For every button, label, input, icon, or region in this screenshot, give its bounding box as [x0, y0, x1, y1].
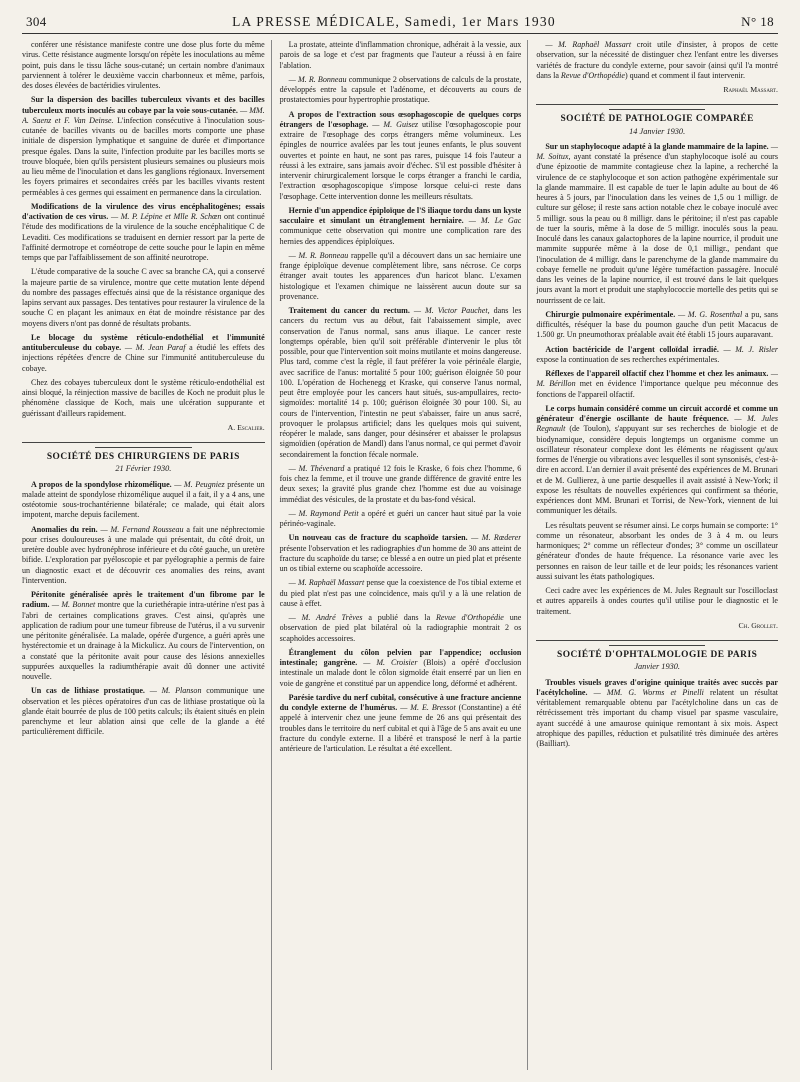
- article-text: une observation de pied plat bilatéral où la radiographie montrait 2 os scaphoïdes accessoires.: [279, 613, 522, 643]
- article-title: Péritonite généralisée après le traitement d'un fibrome par le radium.: [22, 590, 265, 610]
- article: [22, 333, 265, 374]
- article-title: Étranglement du côlon pelvien par l'appendice; occlusion intestinale; gangrène.: [279, 647, 522, 667]
- issue-number: N° 18: [741, 14, 774, 29]
- article-authors: — M. Jules Regnault: [536, 414, 778, 434]
- article: [280, 75, 522, 106]
- section-heading: SOCIÉTÉ DES CHIRURGIENS DE PARIS: [22, 442, 265, 462]
- article-authors: — M. Raymond Petit: [288, 508, 359, 518]
- article-text: présente l'observation et les radiographies d'un homme de 30 ans atteint de fracture du scaphoïde du tarse; ce blessé a en outre un pied plat et présente un os tibial externe ou scaphoïde accessoire.: [279, 543, 522, 573]
- article-title: Modifications de la virulence des virus encéphalitogènes; essais d'activation de ces virus.: [22, 201, 265, 221]
- article-title: Troubles visuels graves d'origine quinique traités avec succès par l'acétylcholine.: [536, 677, 778, 697]
- article: [280, 648, 522, 689]
- article: [280, 578, 522, 609]
- article-authors: — M. Thévenard: [288, 463, 345, 473]
- article-title: Hernie d'un appendice épiploïque de l'S iliaque tordu dans un kyste sacculaire et simulant un étranglement herniaire.: [279, 205, 522, 225]
- article: [280, 464, 522, 505]
- article-text: relatent un résultat véritablement remarquable obtenu par l'acétylcholine dans un cas de rétrécissement très important du champ visuel par spasme vasculaire, ayant succédé à une amaurose quinique remontant à six mois. Aspect atrophique des papilles, réduction et pulsatilité très diminuée des artères (Bailliart).: [536, 687, 778, 748]
- article-title: Réflexes de l'appareil olfactif chez l'homme et chez les animaux.: [545, 369, 769, 378]
- article-authors: — M. Soitux,: [536, 141, 778, 161]
- article-authors: — M. Le Gac: [468, 216, 522, 225]
- article-text: croit utile d'insister, à propos de cette observation, sur la nécessité de distinguer chez l'enfant entre les diverses variétés de fracture du condyle externe, pour savoir (ainsi qu'il l'a montré dans la: [536, 40, 778, 80]
- paragraph: conférer une résistance manifeste contre une dose plus forte du même virus. Cette résistance augmente lorsqu'on répète les inoculations au même point, puis dans le tissu lâche sous-cutané; un certain nombre d'animaux parviennent à tolérer le deuxième vaccin charbonneux et même, parfois, des doses élevées de bactéridies virulentes.: [22, 40, 265, 90]
- article-text: ) quand et comment il faut intervenir.: [624, 70, 745, 80]
- article-title: Parésie tardive du nerf cubital, consécutive à une fracture ancienne du condyle externe de l'humérus.: [279, 692, 522, 712]
- article-authors: — M. Raphaël Massart: [545, 40, 632, 49]
- article-authors: — M. R. Bonneau: [288, 250, 349, 260]
- journal-title: LA PRESSE MÉDICALE, Samedi, 1er Mars 1930: [232, 14, 556, 29]
- article-text: (Blois) a opéré d'occlusion intestinale un malade dont le côlon sigmoïde était enserré par un lien en voie de gangrène et constitué par un appendice long, déformé et adhérent.: [279, 658, 522, 688]
- article: [22, 95, 265, 198]
- article-authors: — MM. G. Worms et Pinelli: [593, 687, 704, 697]
- article: [536, 369, 778, 400]
- article-text: communique une observation et les pièces opératoires d'un cas de lithiase prostatique où la glande était bourrée de plus de 100 petits calculs; ils étaient situés en plein parenchyme et leur ablation ainsi que celle de la glande a été particulièrement difficile.: [22, 686, 265, 737]
- article-authors: — M. Jean Paraf: [124, 343, 186, 352]
- article-title: Traitement du cancer du rectum.: [288, 306, 410, 315]
- article-authors: — M. Guisez: [372, 119, 419, 129]
- article-text: utilise l'œsophagoscopie pour extraire de l'œsophage des corps étrangers même volumineux. Les épingles de nourrice avalées par les tout jeunes enfants, le plus souvent ouvertes et pointe en haut, ne sont pas rares, puisque 14 fois l'auteur a réussi à les extraire, sans jamais avoir d'échec. S'il est possible d'hésiter à intervenir chirurgicalement lorsque le corps étranger a franchi le cardia, l'extraction œsophagoscopique s'impose lorsque celui-ci reste dans l'œsophage. Cette intervention donne les meilleurs résultats.: [279, 119, 522, 201]
- section-date: 21 Février 1930.: [115, 464, 172, 474]
- article-text: dans les cancers du rectum vus au début, fait l'abaissement simple, avec conservation de l'anus normal, sans anus iliaque. Le cancer reste longtemps opérable, bien qu'il soit préférable d'intervenir le plus tôt possible, pour que l'intervention soit moins mutilante et moins dangereuse. Plus tard, comme c'est la règle, il faut préférer la voie périnéale élargie, avec sacrifice de l'anus: mortalité 5 pour 100; guérison éloignée 50 pour 100. L'opération de Hochenegg et Kraske, qui conserve l'anus normal, peut être employée pour les cancers haut situés, sus-ampullaires, recto-sigmoïdes: mortalité 14 p. 100; guérison éloignée 30 pour 100. Si, au cours de l'intervention, l'intestin ne peut s'abaisser, faire un anus sacré, provoquer le prolapsus artificiel; dans les quelques mois qui suivent, réopérer le malade, sans danger, pour désinsérer et abaisser le prolapsus sigmoïdien (opération de Mandl) dans l'anus normal, ce qui permet d'avoir secondairement la fonction fécale normale.: [279, 306, 522, 459]
- article-text: communique cette observation qui montre une complication rare des hernies des appendices épiploïques.: [279, 226, 522, 246]
- article-authors: — M. Peugniez: [174, 479, 225, 489]
- article-authors: — M. R. Bonneau: [288, 74, 347, 84]
- article-title: Le blocage du système réticulo-endothélial et l'immunité antituberculeuse du cobaye.: [22, 332, 265, 352]
- article: [280, 533, 522, 574]
- article-title: Un nouveau cas de fracture du scaphoïde tarsien.: [288, 533, 468, 543]
- article-authors: — M. E. Bressot: [400, 703, 456, 712]
- signature: A. Escalier.: [227, 422, 265, 432]
- article-authors: — M. Planson: [149, 686, 202, 696]
- article-text: a pu, sans difficultés, réséquer la base du poumon gauche d'un petit Macacus de 1.500 gr. Un pneumothorax préalable avait été établi 15 jours auparavant.: [536, 309, 778, 340]
- paragraph: Les résultats peuvent se résumer ainsi. Le corps humain se comporte: 1° comme un résonateur, absorbant les ondes de 3 à 4 m. ou leurs harmoniques; 2° comme un réflecteur d'ondes; 3° comme un oscillateur générateur d'ondes de haute fréquence. La résonance varie avec les personnes en raison de leur taille et de leur poids; les résonances varient aussi suivant les états pathologiques.: [536, 520, 778, 581]
- article-authors: — M. Victor Pauchet,: [413, 306, 490, 315]
- masthead: [22, 14, 778, 34]
- article: [22, 590, 265, 682]
- article: [536, 345, 778, 366]
- article-title: Anomalies du rein.: [31, 524, 98, 534]
- article: [280, 306, 522, 460]
- section-date: Janvier 1930.: [634, 662, 680, 672]
- article-authors: — M. Bonnet: [51, 600, 96, 610]
- journal-reference: Revue d'Orthopédie: [560, 70, 625, 80]
- article-title: Sur un staphylocoque adapté à la glande mammaire de la lapine.: [545, 141, 769, 151]
- paragraph: Chez des cobayes tuberculeux dont le système réticulo-endothélial est ainsi bloqué, la réinjection massive de bacilles de Koch ne produit plus le phénomène classique de Koch, mais une ulcération suppurante et guérissant d'ailleurs rapidement.: [22, 377, 265, 418]
- article-text: rappelle qu'il a découvert dans un sac herniaire une frange épiploïque devenue complètement libre, sans nécrose. Ce corps étranger avait toutes les apparences d'un haricot blanc. L'examen histologique et l'examen chimique ne laissèrent aucun doute sur sa provenance.: [279, 250, 522, 301]
- signature: Ch. Grollet.: [738, 620, 778, 630]
- article: [22, 202, 265, 264]
- article-authors: — M. G. Rosenthal: [678, 309, 743, 319]
- article-authors: — M. Fernand Rousseau: [100, 524, 184, 534]
- article-text: a publié dans la: [368, 613, 431, 622]
- article-columns: [22, 40, 778, 1070]
- article: [280, 613, 522, 644]
- article-authors: — M. André Trèves: [288, 613, 363, 622]
- article-text: a opéré et guéri un cancer haut situé par la voie périnéo-vaginale.: [279, 508, 522, 528]
- article-title: Action bactéricide de l'argent colloïdal irradié.: [545, 344, 719, 354]
- article-title: Sur la dispersion des bacilles tuberculeux vivants et des bacilles tuberculeux morts inoculés au cobaye par la voie sous-cutanée.: [22, 95, 265, 115]
- article-text: communique 2 observations de calculs de la prostate, développés entre la capsule et l'adénome, et découverts au cours de prostatectomies pour hypertrophie prostatique.: [279, 74, 522, 105]
- article-text: (de Toulon), s'appuyant sur ses recherches de biologie et de biodynamique, considère depuis longtemps un organisme comme un oscillateur résonateur complexe dont les éléments ne réagissent qu'aux formes de l'énergie ou vibrations avec lesquelles il sont synsonisés, c'est-à-dire en accord. L'an dernier il avait présenté des expériences de M. Brunari et de M. Gullierez, à une partie desquelles il avait assisté à New-York; il expose les résultats de nouvelles expériences qui confirment sa théorie, expériences dont MM. Brunari et Torrisi, de New-York, viennent de lui communiquer les détails.: [536, 424, 778, 516]
- signature: Raphaël Massart.: [723, 85, 778, 94]
- article-title: Le corps humain considéré comme un circuit accordé et comme un générateur d'énergie oscillante de haute fréquence.: [536, 403, 778, 423]
- article: [280, 251, 522, 302]
- article: [22, 686, 265, 737]
- article-authors: — M. Rœderer: [471, 533, 522, 543]
- paragraph: Ceci cadre avec les expériences de M. Jules Regnault sur l'oscilloclast et autres appareils à ondes courtes qu'il utilise pour le diagnostic et le traitement.: [536, 586, 778, 616]
- section-date: 14 Janvier 1930.: [629, 126, 686, 136]
- article-authors: — M. J. Risler: [723, 344, 778, 354]
- article-text: ont continué l'étude des modifications de la virulence de la souche encéphalitique C de Levaditi. Ces modifications se traduisent en dernier ressort par la perte de l'affinité dermotrope et cornéotrope de cette souche pour le lapin en même temps que par l'affaiblissement de son affinité neurotrope.: [22, 212, 265, 262]
- article-authors: — M. Raphaël Massart: [288, 578, 365, 588]
- section-heading: SOCIÉTÉ D'OPHTALMOLOGIE DE PARIS: [536, 640, 778, 660]
- article-title: A propos de l'extraction sous œsophagoscopie de quelques corps étrangers de l'œsophage.: [279, 109, 522, 129]
- article-authors: — MM. A. Saenz et F. Van Deinse.: [22, 105, 265, 125]
- article-title: A propos de la spondylose rhizomélique.: [31, 479, 172, 489]
- page-number: 304: [26, 14, 47, 29]
- article-authors: — M. P. Lépine et Mlle R. Schœn: [110, 212, 222, 221]
- article-text: a fait une néphrectomie pour crises douloureuses à une malade qui présentait, du côté droit, un uretère double avec hydronéphrose inférieure et du côté gauche, un uretère bifide. L'exploration par pyéloscopie et par pyélographie a permis de faire un diagnostic exact et de découvrir ces anomalies des reins, avant l'intervention.: [22, 524, 265, 585]
- paragraph: La prostate, atteinte d'inflammation chronique, adhérait à la vessie, aux parois de sa loge et c'est par fragments que l'auteur a réussi à en faire l'ablation.: [279, 40, 522, 70]
- article-text: L'infection consécutive à l'inoculation sous-cutanée de bacilles vivants ou de bacilles morts comporte une phase initiale de dispersion lymphatique et sanguine de durée et d'importance presque égales. Dans la suite, l'infection produite par les bacilles morts se trouve bloquée, bien qu'ils persistent plusieurs semaines ou plusieurs mois au lieu même de l'inoculation et dans les ganglions régionaux. Inversement les foyers primaires et secondaires créés par les bacilles vivants restent perméables à ces germes qui essaiment en permanence dans la circulation.: [22, 115, 265, 197]
- article-text: expose la continuation de ses recherches expérimentales.: [536, 354, 720, 364]
- article: [536, 404, 778, 517]
- article: [536, 40, 778, 81]
- article-title: Chirurgie pulmonaire expérimentale.: [545, 309, 676, 319]
- journal-reference: Revue d'Orthopédie: [436, 613, 504, 622]
- article: [22, 525, 265, 587]
- article: [280, 509, 522, 530]
- article-text: ayant constaté la présence d'un staphylocoque isolé au cours d'une épizootie de mammite contagieuse chez la lapine, a recherché la virulence de ce staphylocoque et son action pathogène expérimentale sur la glande mammaire. Il est capable de tuer le lapin adulte au bout de 46 heures à 5 jours, par l'inoculation dans les veines de 1,5 ou 1 milligr. de culture sur gélose; il reste sans action notable chez le cobaye inoculé avec 5 milligr. sous la peau ou 8 milligr. dans le péritoine; il n'est pas capable de tuer la souris, même à la dose de 5 milligr. inoculés sous la peau. Inoculé dans les canaux galactophores de la lapine nourrice, il produit une mammite suppurée même à la dose de 0,1 milligr., pendant que l'inoculation de 4 milligr. dans le parenchyme de la glande mammaire du cobaye femelle ne produit qu'une légère tuméfaction passagère. Inoculé dans les veines de la lapine nourrice, il est trouvé dans le lait quelques jours avant la mort et produit une staphylococcie mortelle des petits qui se nourrissent de ce lait.: [536, 152, 778, 305]
- article: [280, 693, 522, 755]
- article-text: (Constantine) a été appelé à intervenir chez une jeune femme de 26 ans qui présentait des troubles dans le territoire du nerf cubital et qui à l'âge de 5 ans avait eu une fracture du condyle externe. Il a libéré et transposé le nerf à la partie antérieure de l'articulation. Le résultat a été excellent.: [279, 703, 522, 753]
- article: [280, 206, 522, 247]
- article-authors: — M. Bérillon: [536, 369, 778, 389]
- article: [536, 678, 778, 750]
- article-text: met en évidence l'importance quelque peu méconnue des fonctions de l'appareil olfactif.: [536, 379, 778, 399]
- column-left: [22, 40, 265, 1070]
- article: [280, 110, 522, 202]
- article-authors: — M. Croisier: [363, 658, 418, 667]
- paragraph: L'étude comparative de la souche C avec sa branche CA, qui a conservé la majeure partie de sa virulence, montre que cette mutation lente dépend du nombre des passages effectués ainsi que de la résistance organique des lapins servant aux passages. Des tentatives pour restaurer la virulence de la souche C en plaçant les animaux en état de moindre résistance par des moyens divers n'ont pas donné de résultats probants.: [22, 267, 265, 328]
- column-middle: [271, 40, 522, 1070]
- column-right: [527, 40, 778, 1070]
- article-text: a pratiqué 12 fois le Kraske, 6 fois chez l'homme, 6 fois chez la femme, et il trouve une grande différence de gravité entre les deux sexes; la gravité plus grande chez l'homme est due au voisinage immédiat des vésicules, de la prostate et du bas-fond vésical.: [279, 463, 522, 504]
- article-title: Un cas de lithiase prostatique.: [31, 686, 145, 696]
- article-text: montre que la curiethérapie intra-utérine n'est pas à l'abri de certaines complications graves. C'est ainsi, qu'après une application de radium pour une tumeur fibreuse de l'utérus, il a vu survenir une péritonite généralisée. La malade, opérée d'urgence, a guéri après une hystérectomie et un drainage à la Mickulicz. Au cours de l'intervention, on a constaté que la péritonite avait pour cause des lésions annexielles suppurées auxquelles la radiumthérapie avait dû donner une activité nouvelle.: [22, 600, 265, 681]
- section-heading: SOCIÉTÉ DE PATHOLOGIE COMPARÉE: [536, 104, 778, 124]
- article: [536, 142, 778, 306]
- article-text: a étudié les effets des injections répétées d'encre de Chine sur l'immunité antituberculeuse du cobaye.: [22, 343, 265, 373]
- article-text: présente un malade atteint de spondylose rhizomélique auquel il a fait, il y a 4 ans, une ostéotomie sous-trochantérienne bilatérale; ce malade, qui était alors impotent, marche depuis facilement.: [22, 479, 265, 520]
- article: [22, 480, 265, 521]
- article-text: pense que la coexistence de l'os tibial externe et du pied plat n'est pas une coïncidence, mais qu'il y a là une relation de cause à effet.: [279, 578, 522, 608]
- article: [536, 310, 778, 341]
